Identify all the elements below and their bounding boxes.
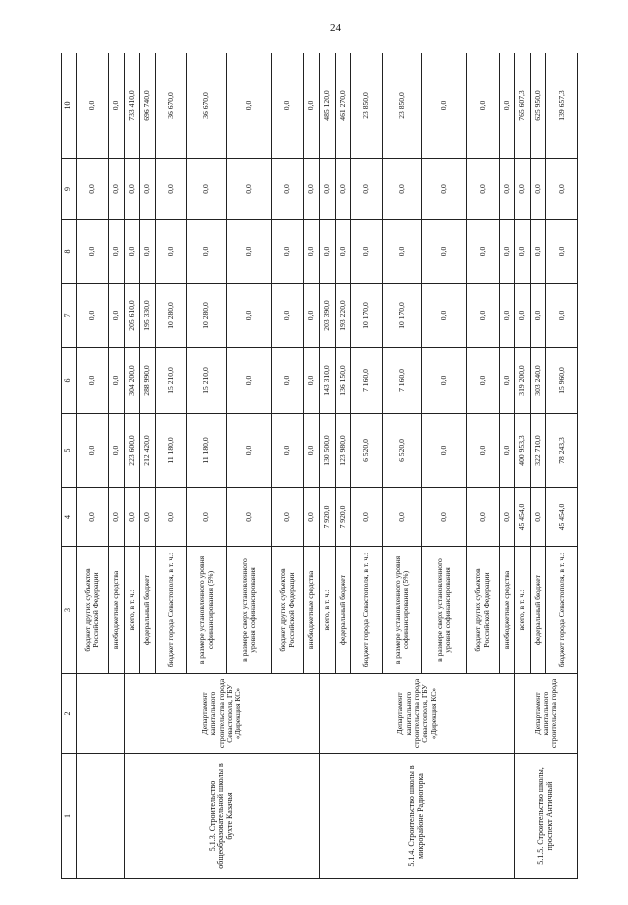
- header-cell: 6: [62, 348, 77, 414]
- value-cell: 0,0: [271, 159, 303, 220]
- value-cell: 0,0: [351, 488, 382, 547]
- value-cell: 696 740,0: [140, 53, 156, 159]
- value-cell: 10 170,0: [382, 284, 422, 348]
- value-cell: 0,0: [304, 220, 320, 284]
- value-cell: 11 180,0: [155, 414, 186, 488]
- value-cell: 0,0: [108, 488, 124, 547]
- value-cell: 0,0: [108, 284, 124, 348]
- value-cell: 136 150,0: [335, 348, 351, 414]
- value-cell: 0,0: [319, 159, 335, 220]
- value-cell: 0,0: [226, 488, 271, 547]
- funding-source-cell: внебюджетные средства: [304, 547, 320, 674]
- value-cell: 0,0: [467, 284, 499, 348]
- header-cell: 2: [62, 674, 77, 754]
- value-cell: 0,0: [108, 414, 124, 488]
- funding-source-cell: бюджет других субъектов Российской Федерации: [271, 547, 303, 674]
- value-cell: 0,0: [467, 488, 499, 547]
- value-cell: 130 500,0: [319, 414, 335, 488]
- page-number: 24: [330, 22, 341, 34]
- value-cell: 139 657,3: [546, 53, 578, 159]
- value-cell: 223 600,0: [124, 414, 140, 488]
- value-cell: 765 607,3: [515, 53, 531, 159]
- value-cell: 143 310,0: [319, 348, 335, 414]
- value-cell: 485 120,0: [319, 53, 335, 159]
- value-cell: 0,0: [467, 159, 499, 220]
- value-cell: 0,0: [304, 53, 320, 159]
- table-row: [515, 53, 531, 879]
- value-cell: 7 160,0: [351, 348, 382, 414]
- value-cell: 0,0: [304, 414, 320, 488]
- header-cell: 7: [62, 284, 77, 348]
- value-cell: 203 390,0: [319, 284, 335, 348]
- department-cell: Департамент капитального строительства города Севастополя, ГБУ «Дирекция КС»: [124, 674, 319, 754]
- funding-source-cell: в размере установленного уровня софинансирования (5%): [187, 547, 227, 674]
- value-cell: 123 980,0: [335, 414, 351, 488]
- value-cell: 23 850,0: [351, 53, 382, 159]
- value-cell: 733 410,0: [124, 53, 140, 159]
- value-cell: 0,0: [155, 220, 186, 284]
- value-cell: 10 280,0: [187, 284, 227, 348]
- value-cell: 195 330,0: [140, 284, 156, 348]
- value-cell: 36 670,0: [187, 53, 227, 159]
- header-row: [62, 53, 77, 879]
- funding-source-cell: в размере сверх установленного уровня софинансирования: [422, 547, 467, 674]
- value-cell: 0,0: [76, 159, 108, 220]
- project-name-cell: 5.1.5. Строительство школы, проспект Античный: [515, 754, 578, 879]
- department-cell: Департамент капитального строительства города Севастополя, ГБУ «Дирекция КС»: [319, 674, 514, 754]
- value-cell: 0,0: [226, 414, 271, 488]
- table-row: [319, 53, 335, 879]
- header-cell: 5: [62, 414, 77, 488]
- value-cell: 0,0: [124, 488, 140, 547]
- funding-source-cell: всего, в т. ч.:: [319, 547, 335, 674]
- value-cell: 0,0: [422, 348, 467, 414]
- value-cell: 0,0: [271, 220, 303, 284]
- value-cell: 0,0: [530, 220, 546, 284]
- funding-source-cell: бюджет других субъектов Российской Федерации: [76, 547, 108, 674]
- funding-source-cell: всего, в т. ч.:: [124, 547, 140, 674]
- value-cell: 23 850,0: [382, 53, 422, 159]
- value-cell: 212 420,0: [140, 414, 156, 488]
- value-cell: 7 920,0: [319, 488, 335, 547]
- funding-source-cell: федеральный бюджет: [530, 547, 546, 674]
- value-cell: 0,0: [530, 284, 546, 348]
- funding-source-cell: бюджет города Севастополя, в т. ч.:: [351, 547, 382, 674]
- value-cell: 78 243,3: [546, 414, 578, 488]
- value-cell: 0,0: [467, 414, 499, 488]
- value-cell: 0,0: [499, 348, 515, 414]
- value-cell: 0,0: [467, 220, 499, 284]
- value-cell: 322 710,0: [530, 414, 546, 488]
- funding-source-cell: бюджет других субъектов Российской Федерации: [467, 547, 499, 674]
- value-cell: 625 950,0: [530, 53, 546, 159]
- value-cell: 319 200,0: [515, 348, 531, 414]
- value-cell: 36 670,0: [155, 53, 186, 159]
- value-cell: 0,0: [546, 284, 578, 348]
- value-cell: 0,0: [187, 488, 227, 547]
- funding-source-cell: федеральный бюджет: [335, 547, 351, 674]
- value-cell: 0,0: [304, 348, 320, 414]
- header-cell: 10: [62, 53, 77, 159]
- funding-source-cell: бюджет города Севастополя, в т. ч.:: [546, 547, 578, 674]
- value-cell: 7 920,0: [335, 488, 351, 547]
- value-cell: 10 170,0: [351, 284, 382, 348]
- table-row: [124, 53, 140, 879]
- value-cell: 0,0: [76, 488, 108, 547]
- value-cell: 0,0: [76, 220, 108, 284]
- value-cell: 0,0: [422, 159, 467, 220]
- project-name-cell: 5.1.3. Строительство общеобразовательной школы в бухте Казачья: [124, 754, 319, 879]
- value-cell: 0,0: [124, 220, 140, 284]
- value-cell: 10 280,0: [155, 284, 186, 348]
- value-cell: 0,0: [108, 220, 124, 284]
- value-cell: 0,0: [187, 220, 227, 284]
- header-cell: 9: [62, 159, 77, 220]
- funding-source-cell: в размере установленного уровня софинансирования (5%): [382, 547, 422, 674]
- value-cell: 0,0: [304, 159, 320, 220]
- value-cell: 0,0: [530, 159, 546, 220]
- value-cell: 0,0: [155, 159, 186, 220]
- value-cell: 0,0: [271, 53, 303, 159]
- funding-source-cell: внебюджетные средства: [499, 547, 515, 674]
- value-cell: 0,0: [335, 159, 351, 220]
- value-cell: 0,0: [140, 220, 156, 284]
- value-cell: 0,0: [108, 53, 124, 159]
- header-cell: 1: [62, 754, 77, 879]
- budget-table: [61, 53, 578, 879]
- value-cell: 0,0: [467, 53, 499, 159]
- value-cell: 0,0: [108, 159, 124, 220]
- value-cell: 0,0: [382, 220, 422, 284]
- department-cell: [76, 674, 124, 754]
- value-cell: 0,0: [155, 488, 186, 547]
- value-cell: 11 180,0: [187, 414, 227, 488]
- value-cell: 0,0: [499, 414, 515, 488]
- value-cell: 6 520,0: [382, 414, 422, 488]
- value-cell: 0,0: [499, 220, 515, 284]
- value-cell: 0,0: [515, 284, 531, 348]
- value-cell: 0,0: [76, 53, 108, 159]
- value-cell: 0,0: [226, 220, 271, 284]
- value-cell: 0,0: [546, 159, 578, 220]
- value-cell: 303 240,0: [530, 348, 546, 414]
- value-cell: 0,0: [422, 488, 467, 547]
- value-cell: 0,0: [499, 284, 515, 348]
- value-cell: 0,0: [226, 53, 271, 159]
- value-cell: 0,0: [304, 488, 320, 547]
- department-cell: Департамент капитального строительства города: [515, 674, 578, 754]
- value-cell: 0,0: [422, 220, 467, 284]
- value-cell: 0,0: [76, 284, 108, 348]
- value-cell: 15 210,0: [187, 348, 227, 414]
- value-cell: 0,0: [515, 220, 531, 284]
- value-cell: 0,0: [226, 284, 271, 348]
- funding-source-cell: всего, в т. ч.:: [515, 547, 531, 674]
- header-cell: 3: [62, 547, 77, 674]
- value-cell: 0,0: [187, 159, 227, 220]
- funding-source-cell: внебюджетные средства: [108, 547, 124, 674]
- value-cell: 45 454,0: [515, 488, 531, 547]
- value-cell: 0,0: [226, 348, 271, 414]
- value-cell: 0,0: [351, 220, 382, 284]
- value-cell: 0,0: [124, 159, 140, 220]
- value-cell: 0,0: [271, 414, 303, 488]
- value-cell: 0,0: [499, 488, 515, 547]
- value-cell: 15 210,0: [155, 348, 186, 414]
- value-cell: 6 520,0: [351, 414, 382, 488]
- header-cell: 4: [62, 488, 77, 547]
- value-cell: 0,0: [140, 488, 156, 547]
- value-cell: 0,0: [271, 348, 303, 414]
- value-cell: 0,0: [335, 220, 351, 284]
- value-cell: 15 960,0: [546, 348, 578, 414]
- value-cell: 45 454,0: [546, 488, 578, 547]
- value-cell: 0,0: [422, 284, 467, 348]
- rotated-table-container: [61, 53, 578, 879]
- value-cell: 0,0: [422, 414, 467, 488]
- value-cell: 0,0: [226, 159, 271, 220]
- project-name-cell: 5.1.4. Строительство школы в микрорайоне Радиогорка: [319, 754, 514, 879]
- header-cell: 8: [62, 220, 77, 284]
- value-cell: 0,0: [76, 414, 108, 488]
- value-cell: 0,0: [140, 159, 156, 220]
- value-cell: 0,0: [499, 159, 515, 220]
- value-cell: 0,0: [319, 220, 335, 284]
- value-cell: 0,0: [108, 348, 124, 414]
- value-cell: 0,0: [382, 159, 422, 220]
- value-cell: 0,0: [422, 53, 467, 159]
- document-page: [61, 53, 578, 879]
- value-cell: 0,0: [499, 53, 515, 159]
- value-cell: 0,0: [382, 488, 422, 547]
- value-cell: 0,0: [530, 488, 546, 547]
- funding-source-cell: в размере сверх установленного уровня софинансирования: [226, 547, 271, 674]
- value-cell: 0,0: [515, 159, 531, 220]
- funding-source-cell: бюджет города Севастополя, в т. ч.:: [155, 547, 186, 674]
- funding-source-cell: федеральный бюджет: [140, 547, 156, 674]
- value-cell: 461 270,0: [335, 53, 351, 159]
- table-row: [76, 53, 108, 879]
- value-cell: 0,0: [304, 284, 320, 348]
- value-cell: 7 160,0: [382, 348, 422, 414]
- value-cell: 304 200,0: [124, 348, 140, 414]
- value-cell: 0,0: [351, 159, 382, 220]
- value-cell: 205 610,0: [124, 284, 140, 348]
- value-cell: 193 220,0: [335, 284, 351, 348]
- value-cell: 0,0: [271, 284, 303, 348]
- value-cell: 400 953,3: [515, 414, 531, 488]
- value-cell: 0,0: [467, 348, 499, 414]
- value-cell: 288 990,0: [140, 348, 156, 414]
- value-cell: 0,0: [271, 488, 303, 547]
- project-name-cell: [76, 754, 124, 879]
- value-cell: 0,0: [546, 220, 578, 284]
- value-cell: 0,0: [76, 348, 108, 414]
